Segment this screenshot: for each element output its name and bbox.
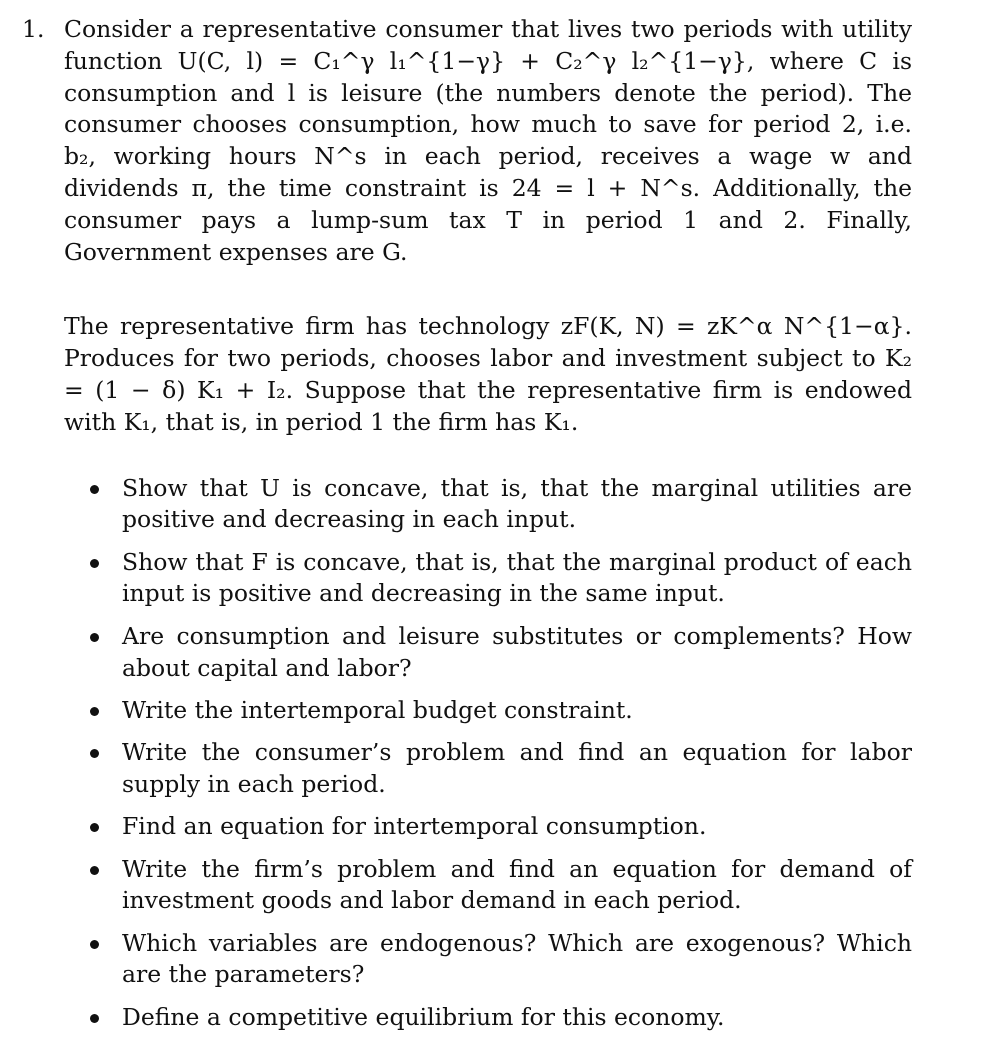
question-text: Find an equation for intertemporal consumption. <box>122 812 707 841</box>
problem.intro-text: Consider a representative consumer that lives two periods with utility function <box>64 15 912 75</box>
problem.firm-text: . <box>570 407 579 436</box>
question-item <box>64 811 912 843</box>
bullet-icon <box>90 823 99 832</box>
problem.firm-text: The representative firm has technology <box>64 312 561 341</box>
question-list <box>64 473 964 1034</box>
question-text: Show that F is concave, that is, that the marginal product of each input is positive and decreasing in the same input. <box>122 547 912 608</box>
problem.firm-math: K₁ <box>123 407 151 436</box>
question-text: Are consumption and leisure substitutes or complements? How about capital and labor? <box>122 621 912 682</box>
problem-number: 1. <box>22 15 45 43</box>
question-text: Write the intertemporal budget constraint. <box>122 695 633 724</box>
question-item <box>64 695 912 727</box>
question-text: Show that U is concave, that is, that the marginal utilities are positive and decreasing in each input. <box>122 473 912 534</box>
question-item <box>64 547 912 611</box>
problem.intro-math: 24 = l + N^s <box>511 173 693 202</box>
problem.firm-math: K₁ <box>543 407 571 436</box>
problem.intro-math: b₂ <box>64 142 89 171</box>
bullet-icon <box>90 749 99 758</box>
problem.firm-text: . Suppose that the representative firm is endowed with <box>64 375 912 436</box>
bullet-icon <box>90 707 99 716</box>
question-item <box>64 1002 912 1034</box>
bullet-icon <box>90 633 99 642</box>
question-text: Which variables are endogenous? Which are exogenous? Which are the parameters? <box>122 928 912 989</box>
firm-paragraph <box>64 311 912 438</box>
problem.intro-text: , working hours <box>88 142 315 171</box>
problem.intro-math: U(C, l) = C₁^γ l₁^{1−γ} + C₂^γ l₂^{1−γ} <box>177 46 747 75</box>
question-text: Write the consumer’s problem and find an equation for labor supply in each period. <box>122 738 912 798</box>
question-text: Define a competitive equilibrium for this economy. <box>122 1002 725 1031</box>
question-item <box>64 737 912 801</box>
bullet-icon <box>90 1014 99 1023</box>
problem.firm-math: zF(K, N) = zK^α N^{1−α} <box>560 312 905 341</box>
problem.intro-text: , where C is consumption and l is leisure (the numbers denote the period). The consumer chooses consumption, how much to save for period 2, i.e. <box>64 46 912 139</box>
question-item <box>64 473 912 537</box>
question-text: Write the firm’s problem and find an equation for demand of investment goods and labor demand in each period. <box>122 854 912 915</box>
bullet-icon <box>90 559 99 568</box>
question-item <box>64 621 912 685</box>
bullet-icon <box>90 866 99 875</box>
question-item <box>64 854 912 918</box>
problem-header <box>22 14 922 268</box>
question-item <box>64 928 912 992</box>
problem.firm-text: , that is, in period 1 the firm has <box>150 407 544 436</box>
bullet-icon <box>90 940 99 949</box>
problem.firm-math: K₂ = (1 − δ) K₁ + I₂ <box>64 344 912 404</box>
problem.firm-text: . Produces for two periods, chooses labor and investment subject to <box>64 312 912 373</box>
problem.intro-math: N^s <box>314 142 367 171</box>
problem-1 <box>22 14 922 1044</box>
problem.intro-math: π <box>191 173 207 202</box>
problem.intro-text: , the time constraint is <box>206 173 512 202</box>
problem.intro-text: . Additionally, the consumer pays a lump-sum tax T in period 1 and 2. Finally, Government expenses are G. <box>64 173 912 266</box>
consumer-paragraph <box>64 14 912 268</box>
problem.intro-text: in each period, receives a wage w and dividends <box>64 142 912 202</box>
bullet-icon <box>90 485 99 494</box>
